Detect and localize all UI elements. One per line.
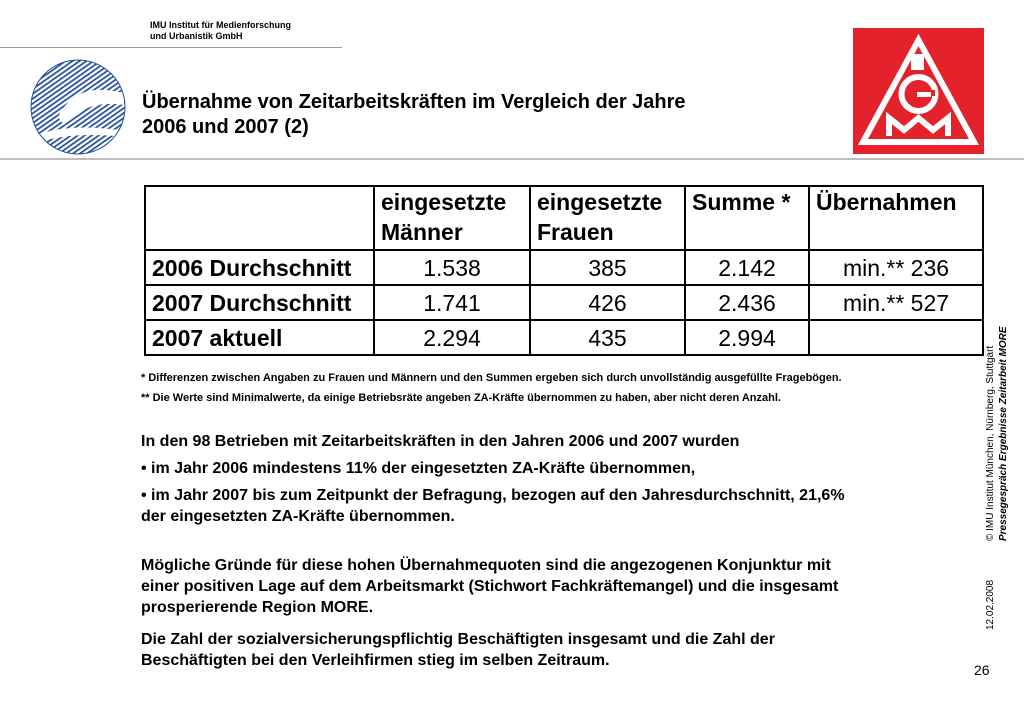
row-label: 2007 Durchschnitt — [145, 285, 374, 320]
cell-women: 385 — [530, 250, 685, 285]
employment-line2: Beschäftigten bei den Verleihfirmen stieg im selben Zeitraum. — [141, 652, 610, 669]
institute-name-line2: und Urbanistik GmbH — [150, 31, 243, 41]
employment-line1: Die Zahl der sozialversicherungspflichtig Beschäftigten insgesamt und die Zahl der — [141, 631, 775, 648]
cell-women: 426 — [530, 285, 685, 320]
sidebar-subtitle: Pressegespräch Ergebnisse Zeitarbeit MORE — [998, 326, 1009, 541]
bullet-2007-line2: der eingesetzten ZA-Kräfte übernommen. — [141, 508, 455, 525]
header-men-line2: Männer — [381, 219, 463, 245]
header-cell-sum — [685, 186, 809, 250]
cell-men: 1.741 — [374, 285, 530, 320]
reasons-line2: einer positiven Lage auf dem Arbeitsmarkt (Stichwort Fachkräftemangel) und die insgesamt — [141, 578, 839, 595]
header-cell-takeovers — [809, 186, 983, 250]
institute-name-line1: IMU Institut für Medienforschung — [150, 20, 291, 30]
header-divider-short — [0, 47, 342, 48]
bullet-2007-line1: • im Jahr 2007 bis zum Zeitpunkt der Befragung, bezogen auf den Jahresdurchschnitt, 21,6% — [141, 487, 845, 504]
header-cell-men — [374, 186, 530, 250]
reasons-line1: Mögliche Gründe für diese hohen Übernahmequoten sind die angezogenen Konjunktur mit — [141, 557, 831, 574]
header-takeovers-line1: Übernahmen — [816, 189, 957, 215]
page-number: 26 — [974, 662, 990, 678]
cell-takeovers: min.** 236 — [809, 250, 983, 285]
cell-men: 2.294 — [374, 320, 530, 355]
table-header-row — [145, 186, 983, 250]
employment-paragraph — [141, 629, 961, 671]
footnote-2: ** Die Werte sind Minimalwerte, da einige Betriebsräte angeben ZA-Kräfte übernommen zu haben, aber nicht deren Anzahl. — [141, 392, 781, 404]
reasons-paragraph — [141, 555, 961, 618]
header-cell-women — [530, 186, 685, 250]
cell-women: 435 — [530, 320, 685, 355]
institute-name — [150, 20, 291, 42]
page-title-line2: 2006 und 2007 (2) — [142, 116, 309, 138]
row-label: 2007 aktuell — [145, 320, 374, 355]
header-women-line1: eingesetzte — [537, 189, 663, 215]
date-text: 12.02.2008 — [985, 579, 996, 630]
table-row — [145, 320, 983, 355]
footnote-1: * Differenzen zwischen Angaben zu Frauen und Männern und den Summen ergeben sich durch unvollständig ausgefüllte Fragebögen. — [141, 372, 842, 384]
table-row — [145, 250, 983, 285]
table-row — [145, 285, 983, 320]
header-men-line1: eingesetzte — [381, 189, 507, 215]
copyright-text: © IMU Institut München, Nürnberg, Stuttgart — [985, 345, 996, 541]
cell-sum: 2.994 — [685, 320, 809, 355]
header-sum-line1: Summe * — [692, 189, 791, 215]
cell-men: 1.538 — [374, 250, 530, 285]
imu-logo — [28, 57, 128, 157]
cell-takeovers: min.** 527 — [809, 285, 983, 320]
header-cell-empty — [145, 186, 374, 250]
bullet-2006: • im Jahr 2006 mindestens 11% der eingesetzten ZA-Kräfte übernommen, — [141, 460, 696, 477]
row-label: 2006 Durchschnitt — [145, 250, 374, 285]
bullet-2007 — [141, 485, 961, 527]
header-women-line2: Frauen — [537, 219, 614, 245]
cell-sum: 2.436 — [685, 285, 809, 320]
header-divider — [0, 158, 1024, 160]
page-title — [142, 90, 842, 140]
ig-metall-logo — [853, 28, 984, 154]
cell-takeovers — [809, 320, 983, 355]
reasons-line3: prosperierende Region MORE. — [141, 599, 374, 616]
page-title-line1: Übernahme von Zeitarbeitskräften im Vergleich der Jahre — [142, 91, 686, 113]
cell-sum: 2.142 — [685, 250, 809, 285]
takeover-table — [144, 185, 984, 356]
intro-text: In den 98 Betrieben mit Zeitarbeitskräften in den Jahren 2006 und 2007 wurden — [141, 433, 740, 450]
